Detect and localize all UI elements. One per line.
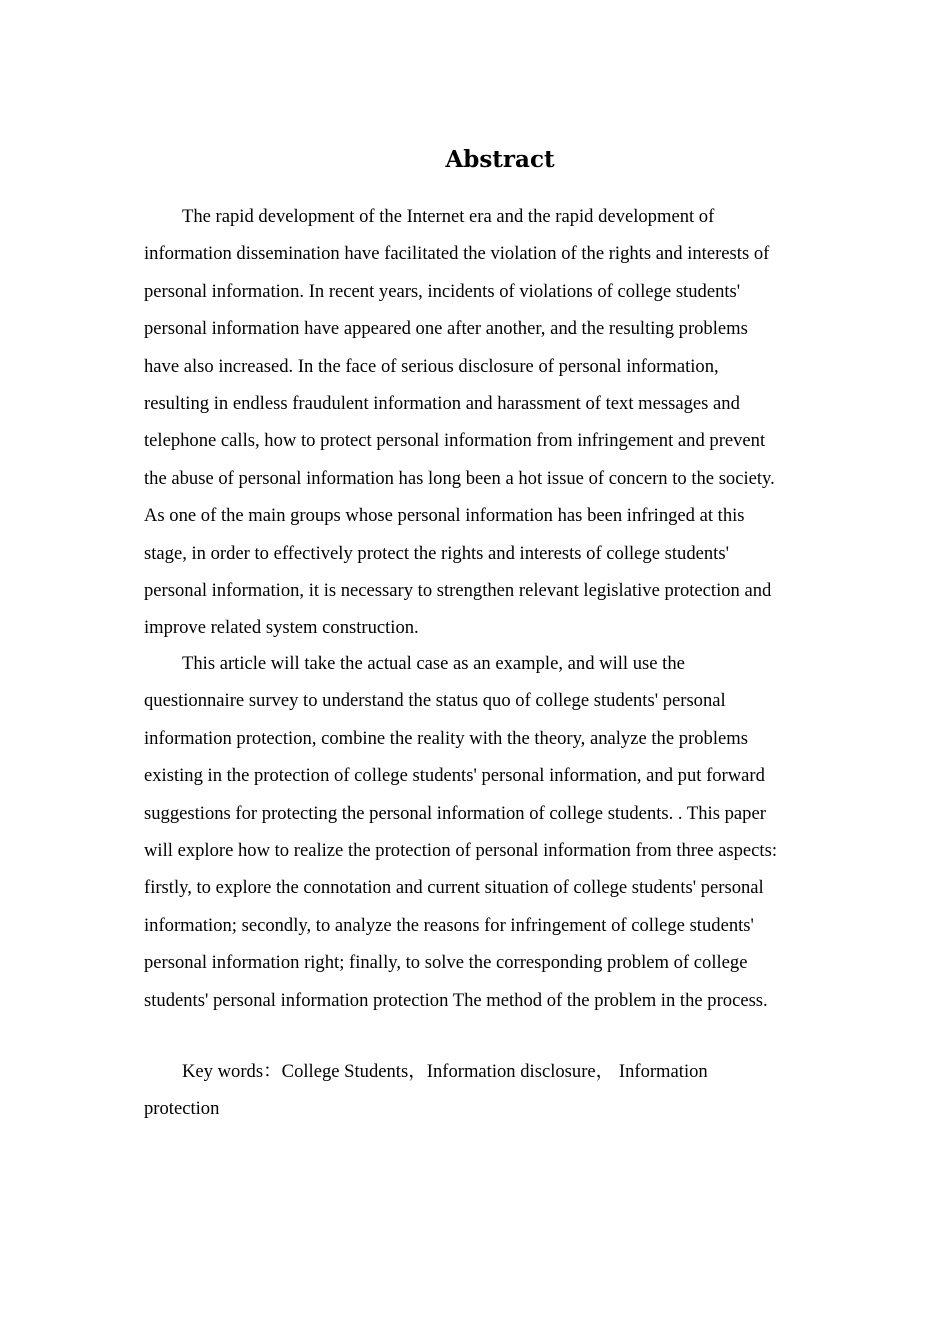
paragraph-line: have also increased. In the face of serious disclosure of personal information, [144,355,719,377]
paragraph-line: The rapid development of the Internet era and the rapid development of [182,206,715,227]
paragraph-line: stage, in order to effectively protect the rights and interests of college students' [144,542,729,564]
paragraph-line: information; secondly, to analyze the reasons for infringement of college students' [144,914,754,936]
paragraph-line: the abuse of personal information has long been a hot issue of concern to the society. [144,467,775,489]
paragraph-line: suggestions for protecting the personal information of college students. . This paper [144,802,766,824]
paragraph-line: improve related system construction. [144,617,419,639]
keywords-line: Key words：College Students，Information disclosure， Information [182,1061,708,1082]
paragraph-line: firstly, to explore the connotation and current situation of college students' personal [144,877,764,899]
keywords-section [144,1053,804,1128]
paragraph-line: personal information have appeared one after another, and the resulting problems [144,318,748,340]
paragraph-line: information dissemination have facilitated the violation of the rights and interests of [144,243,770,265]
paragraph-line: telephone calls, how to protect personal information from infringement and prevent [144,430,766,452]
paragraph-line: will explore how to realize the protection of personal information from three aspects: [144,840,778,862]
paragraph-line: personal information. In recent years, incidents of violations of college students' [144,280,741,302]
paragraph-line: information protection, combine the reality with the theory, analyze the problems [144,727,748,749]
paragraph-line: This article will take the actual case as an example, and will use the [182,653,685,674]
abstract-title: Abstract [445,146,555,173]
paragraph-line: students' personal information protection The method of the problem in the process. [144,989,768,1011]
abstract-paragraph-2 [144,645,804,1019]
abstract-paragraph-1 [144,198,804,647]
paragraph-line: personal information, it is necessary to strengthen relevant legislative protection and [144,580,772,602]
paragraph-line: resulting in endless fraudulent information and harassment of text messages and [144,393,740,415]
paragraph-line: existing in the protection of college students' personal information, and put forward [144,765,765,787]
keywords-line: protection [144,1098,220,1120]
paragraph-line: As one of the main groups whose personal information has been infringed at this [144,505,745,527]
paragraph-line: questionnaire survey to understand the status quo of college students' personal [144,690,726,712]
paragraph-line: personal information right; finally, to solve the corresponding problem of college [144,952,748,974]
